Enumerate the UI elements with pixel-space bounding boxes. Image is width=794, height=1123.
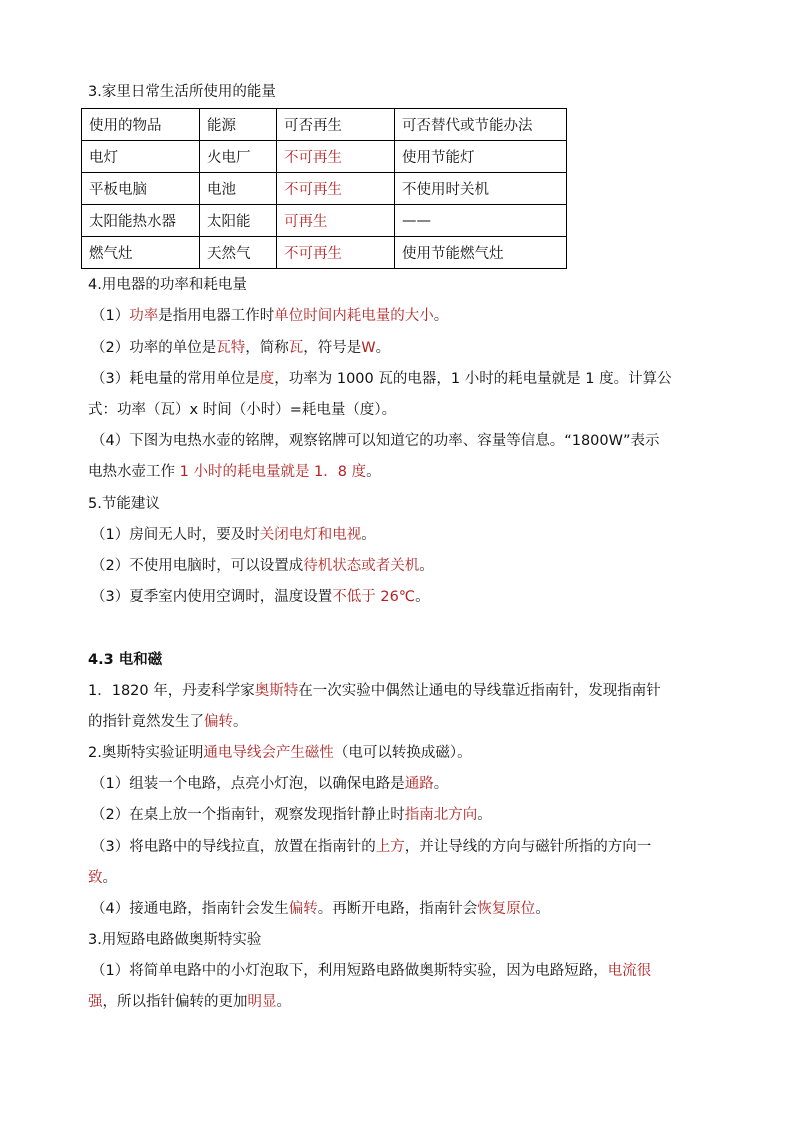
highlight-text: 关闭电灯和电视: [259, 527, 362, 543]
highlight-text: 瓦: [288, 340, 304, 356]
table-cell: 太阳能: [200, 205, 277, 237]
text: （2）在桌上放一个指南针，观察发现指针静止时: [91, 807, 405, 823]
table-cell: 不使用时关机: [395, 173, 567, 205]
highlight-text: 偏转: [288, 901, 318, 917]
text: ，符号是: [303, 340, 362, 356]
text: ，并让导线的方向与磁针所指的方向一: [404, 839, 652, 855]
text: （3）夏季室内使用空调时，温度设置: [91, 589, 333, 605]
section-4-title: 4.用电器的功率和耗电量: [88, 277, 247, 293]
text: （2）不使用电脑时，可以设置成: [91, 558, 304, 574]
highlight-text: 不低于 26℃: [332, 589, 416, 605]
section-3-title: 3.家里日常生活所使用的能量: [88, 84, 276, 100]
paragraph-continuation: 式：功率（瓦）x 时间（小时）=耗电量（度）。: [88, 402, 397, 418]
text: 的指针竟然发生了: [88, 714, 204, 730]
paragraph: [91, 306, 448, 326]
text: 在一次实验中偶然让通电的导线靠近指南针，发现指南针: [298, 683, 661, 699]
highlight-text: 电流很: [607, 963, 652, 979]
text: 是指用电器工作时: [158, 308, 275, 324]
text: （1）房间无人时，要及时: [91, 527, 260, 543]
table-cell: 天然气: [200, 237, 277, 269]
text: ，功率为 1000 瓦的电器，1 小时的耗电量就是 1 度。计算公: [274, 371, 672, 387]
paragraph-continuation: [88, 712, 248, 732]
paragraph: 3.用短路电路做奥斯特实验: [88, 932, 262, 948]
highlight-text: 上方: [375, 839, 405, 855]
highlight-text: 待机状态或者关机: [303, 558, 420, 574]
paragraph: [91, 369, 672, 389]
table-header-cell: 能源: [200, 109, 277, 141]
paragraph: [91, 805, 492, 825]
text: （1）组装一个电路，点亮小灯泡，以确保电路是: [91, 776, 405, 792]
highlight-text: 明显: [247, 994, 277, 1010]
highlight-text: 1 小时的耗电量就是 1．8 度: [179, 464, 367, 480]
highlight-text: 功率: [129, 308, 159, 324]
text: 。: [415, 589, 430, 605]
table-cell: 可再生: [277, 205, 395, 237]
table-row: [82, 173, 567, 205]
text: （2）功率的单位是: [91, 340, 217, 356]
table-cell: 电池: [200, 173, 277, 205]
table-cell: 电灯: [82, 141, 200, 173]
highlight-text: 致: [88, 870, 103, 886]
highlight-text: 偏转: [204, 714, 233, 730]
table-cell: 火电厂: [200, 141, 277, 173]
paragraph-continuation: [88, 992, 291, 1012]
text: 。: [535, 901, 550, 917]
text: 。: [419, 558, 434, 574]
section-5-title: 5.节能建议: [88, 496, 160, 512]
table-cell: 使用节能燃气灶: [395, 237, 567, 269]
table-cell: 不可再生: [277, 237, 395, 269]
table-row: [82, 237, 567, 269]
energy-table: [81, 108, 567, 269]
table-cell: 燃气灶: [82, 237, 200, 269]
text: 1．1820 年，丹麦科学家: [88, 683, 255, 699]
table-row: [82, 205, 567, 237]
table-cell: ——: [395, 205, 567, 237]
text: （1）将简单电路中的小灯泡取下，利用短路电路做奥斯特实验，因为电路短路，: [91, 963, 608, 979]
paragraph: [91, 899, 550, 919]
text: 电热水壶工作: [88, 464, 180, 480]
highlight-text: 通路: [404, 776, 434, 792]
text: （4）接通电路，指南针会发生: [91, 901, 289, 917]
paragraph: [91, 525, 376, 545]
paragraph-continuation: [88, 868, 117, 888]
paragraph: [91, 837, 651, 857]
table-cell: 太阳能热水器: [82, 205, 200, 237]
highlight-text: 恢复原位: [477, 901, 536, 917]
text: 。再断开电路，指南针会: [317, 901, 478, 917]
paragraph: [91, 961, 651, 981]
paragraph: [88, 743, 472, 763]
paragraph: [91, 587, 430, 607]
table-header-cell: 使用的物品: [82, 109, 200, 141]
text: 。: [102, 870, 117, 886]
text: 。: [375, 340, 391, 356]
text: （3）耗电量的常用单位是: [91, 371, 260, 387]
paragraph-continuation: [88, 462, 381, 482]
highlight-text: 瓦特: [216, 340, 246, 356]
text: （电可以转换成磁）。: [333, 745, 472, 761]
table-cell: 平板电脑: [82, 173, 200, 205]
table-row: [82, 141, 567, 173]
text: 。: [233, 714, 248, 730]
paragraph: [88, 681, 661, 701]
text: 。: [477, 807, 492, 823]
highlight-text: W: [361, 340, 376, 356]
paragraph: （4）下图为电热水壶的铭牌，观察铭牌可以知道它的功率、容量等信息。“1800W”表示: [91, 433, 660, 449]
text: 。: [433, 776, 449, 792]
table-header-row: [82, 109, 567, 141]
paragraph: [91, 556, 434, 576]
text: ，所以指针偏转的更加: [102, 994, 248, 1010]
paragraph: [91, 774, 448, 794]
text: ，简称: [245, 340, 289, 356]
text: 2.奥斯特实验证明: [88, 745, 204, 761]
text: 。: [433, 308, 449, 324]
text: （3）将电路中的导线拉直，放置在指南针的: [91, 839, 376, 855]
table-header-cell: 可否替代或节能办法: [395, 109, 567, 141]
highlight-text: 强: [88, 994, 103, 1010]
table-cell: 不可再生: [277, 173, 395, 205]
highlight-text: 通电导线会产生磁性: [203, 745, 334, 761]
text: 。: [366, 464, 381, 480]
highlight-text: 度: [259, 371, 275, 387]
text: 。: [361, 527, 376, 543]
paragraph: [91, 338, 390, 358]
table-cell: 不可再生: [277, 141, 395, 173]
text: （1）: [91, 308, 130, 324]
text: 。: [276, 994, 291, 1010]
section-4-3-heading: 4.3 电和磁: [88, 652, 163, 668]
highlight-text: 指南北方向: [404, 807, 478, 823]
highlight-text: 奥斯特: [254, 683, 299, 699]
table-cell: 使用节能灯: [395, 141, 567, 173]
highlight-text: 单位时间内耗电量的大小: [274, 308, 434, 324]
table-header-cell: 可否再生: [277, 109, 395, 141]
